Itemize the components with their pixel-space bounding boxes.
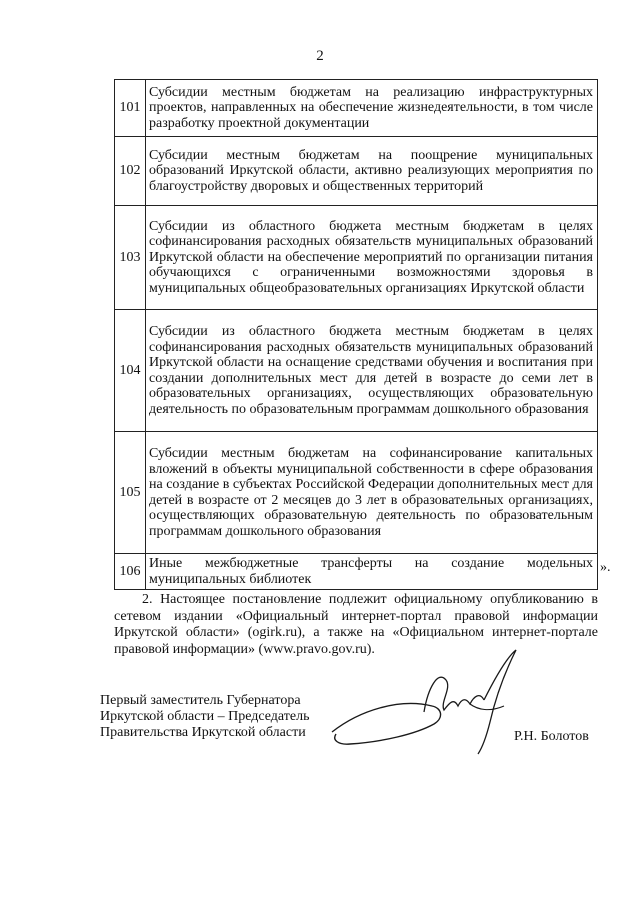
row-number: 103 [115, 206, 146, 310]
signatory-title-line: Иркутской области – Председатель [100, 709, 310, 724]
row-text: Субсидии из областного бюджета местным бюджетам в целях софинансирования расходных обязательств муниципальных образований Иркутской области на оснащение средствами обучения и воспитания при создании дополнительных мест для детей в возрасте до семи лет в образовательных организациях, осуществляющих образовательную деятельность по образовательным программам дошкольного образования [146, 310, 598, 432]
table-row [115, 554, 598, 590]
row-text: Иные межбюджетные трансферты на создание модельных муниципальных библиотек [146, 554, 598, 590]
publication-paragraph: 2. Настоящее постановление подлежит официальному опубликованию в сетевом издании «Официальный интернет-портал правовой информации Иркутской области» (ogirk.ru), а также на «Официальном интернет-портале правовой информации» (www.pravo.gov.ru). [114, 592, 598, 657]
table-row [115, 80, 598, 137]
row-text: Субсидии из областного бюджета местным бюджетам в целях софинансирования расходных обязательств муниципальных образований Иркутской области на обеспечение мероприятий по организации питания обучающихся с ограниченными возможностями здоровья в муниципальных общеобразовательных организациях Иркутской области [146, 206, 598, 310]
row-text: Субсидии местным бюджетам на софинансирование капитальных вложений в объекты муниципальной собственности в сфере образования на создание в субъектах Российской Федерации дополнительных мест для детей в возрасте от 2 месяцев до 3 лет в образовательных организациях, осуществляющих образовательную деятельность по образовательным программам дошкольного образования [146, 432, 598, 554]
table-row [115, 432, 598, 554]
closing-quote: ». [600, 560, 611, 575]
row-number: 102 [115, 137, 146, 206]
table-row [115, 310, 598, 432]
signatory-name: Р.Н. Болотов [514, 729, 589, 744]
row-number: 105 [115, 432, 146, 554]
signatory-title-line: Правительства Иркутской области [100, 725, 306, 740]
row-number: 104 [115, 310, 146, 432]
row-number: 106 [115, 554, 146, 590]
row-text: Субсидии местным бюджетам на реализацию инфраструктурных проектов, направленных на обеспечение жизнедеятельности, в том числе разработку проектной документации [146, 80, 598, 137]
row-text: Субсидии местным бюджетам на поощрение муниципальных образований Иркутской области, активно реализующих мероприятия по благоустройству дворовых и общественных территорий [146, 137, 598, 206]
table-row [115, 206, 598, 310]
row-number: 101 [115, 80, 146, 137]
table-row [115, 137, 598, 206]
subsidies-table [114, 79, 598, 590]
signatory-title [100, 693, 360, 741]
signatory-title-line: Первый заместитель Губернатора [100, 693, 301, 708]
page-number: 2 [316, 48, 324, 64]
